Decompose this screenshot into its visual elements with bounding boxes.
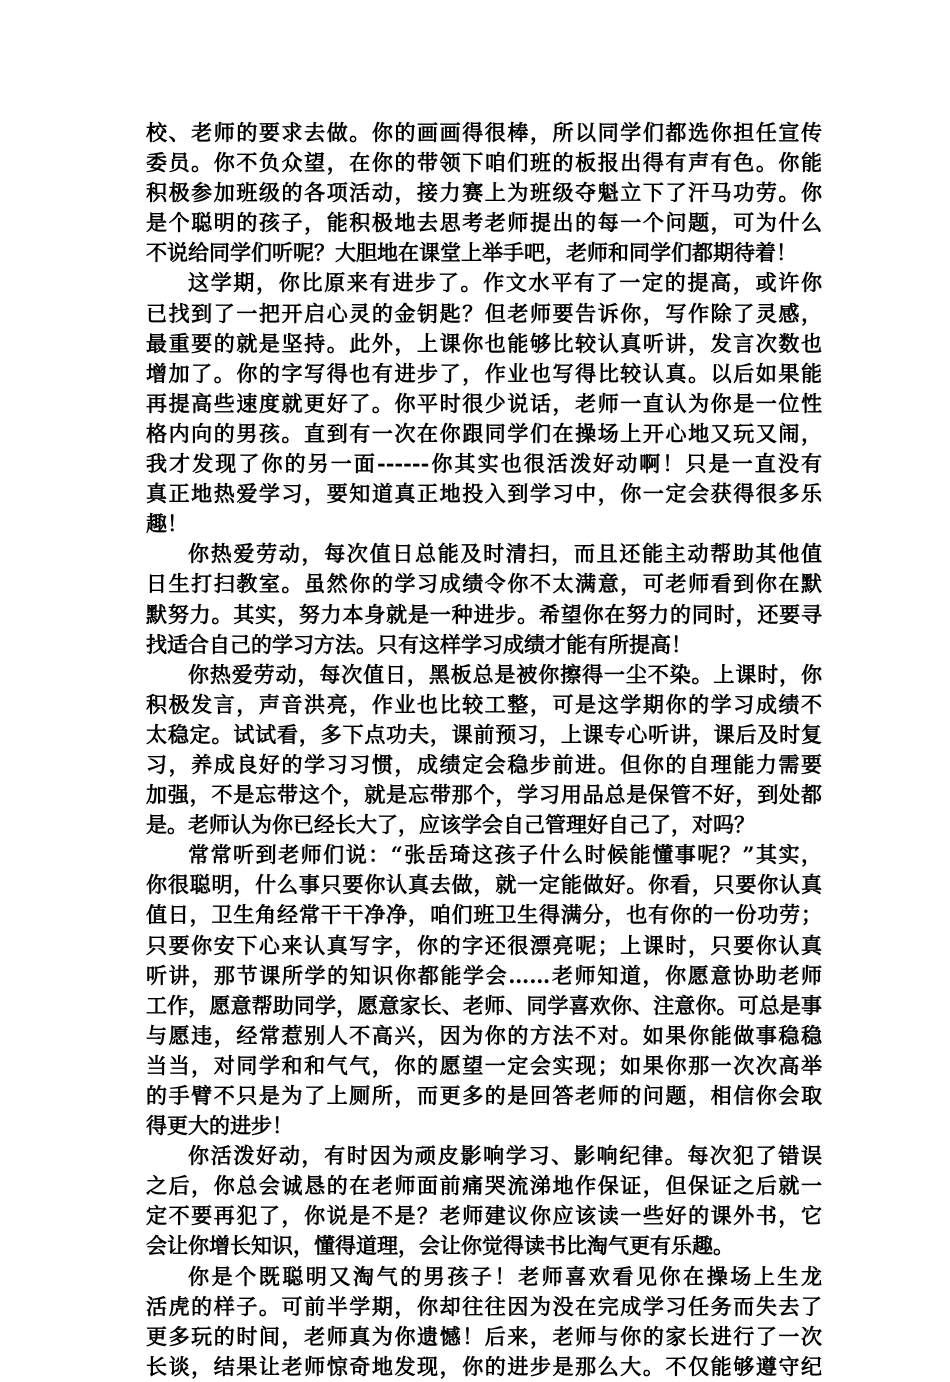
text-line: 听讲，那节课所学的知识你都能学会……老师知道，你愿意协助老师 [146,962,822,988]
text-line: 当当，对同学和和气气，你的愿望一定会实现；如果你那一次次高举 [146,1052,822,1078]
text-line: 会让你增长知识，懂得道理，会让你觉得读书比淘气更有乐趣。 [146,1233,734,1259]
text-line: 找适合自己的学习方法。只有这样学习成绩才能有所提高！ [146,631,692,657]
text-line: 这学期，你比原来有进步了。作文水平有了一定的提高，或许你 [188,270,822,296]
text-line: 的手臂不只是为了上厕所，而更多的是回答老师的问题，相信你会取 [146,1083,822,1108]
text-line: 趣！ [146,511,188,537]
text-line: 格内向的男孩。直到有一次在你跟同学们在操场上开心地又玩又闹， [146,420,822,446]
text-line: 日生打扫教室。虽然你的学习成绩令你不太满意，可老师看到你在默 [146,571,822,597]
text-line: 你很聪明，什么事只要你认真去做，就一定能做好。你看，只要你认真 [146,872,822,898]
paragraph [146,539,822,659]
text-line: 校、老师的要求去做。你的画画得很棒，所以同学们都选你担任宣传 [146,120,822,145]
text-line: 你是个既聪明又淘气的男孩子！老师喜欢看见你在操场上生龙 [188,1263,822,1289]
text-line: 习，养成良好的学习习惯，成绩定会稳步前进。但你的自理能力需要 [146,751,822,777]
paragraph [146,1262,822,1382]
text-line: 你热爱劳动，每次值日总能及时清扫，而且还能主动帮助其他值 [188,541,822,567]
text-line: 积极发言，声音洪亮，作业也比较工整，可是这学期你的学习成绩不 [146,691,822,717]
text-line: 得更大的进步！ [146,1113,293,1139]
text-line: 委员。你不负众望，在你的带领下咱们班的板报出得有声有色。你能 [146,150,822,176]
text-line: 定不要再犯了，你说是不是？老师建议你应该读一些好的课外书，它 [146,1203,822,1229]
text-line: 加强，不是忘带这个，就是忘带那个，学习用品总是保管不好，到处都 [146,782,822,808]
paragraph [146,118,822,268]
text-line: 你活泼好动，有时因为顽皮影响学习、影响纪律。每次犯了错误 [188,1143,822,1169]
text-line: 长谈，结果让老师惊奇地发现，你的进步是那么大。不仅能够遵守纪 [146,1353,822,1379]
document-body [146,118,822,1382]
text-line: 是。老师认为你已经长大了，应该学会自己管理好自己了，对吗？ [146,812,755,838]
text-line: 之后，你总会诚恳的在老师面前痛哭流涕地作保证，但保证之后就一 [146,1173,822,1199]
text-line: 我才发现了你的另一面------你其实也很活泼好动啊！只是一直没有 [146,451,822,477]
text-line: 与愿违，经常惹别人不高兴，因为你的方法不对。如果你能做事稳稳 [146,1022,822,1048]
text-line: 真正地热爱学习，要知道真正地投入到学习中，你一定会获得很多乐 [146,481,822,507]
text-line: 太稳定。试试看，多下点功夫，课前预习，上课专心听讲，课后及时复 [146,721,822,747]
text-line: 已找到了一把开启心灵的金钥匙？但老师要告诉你，写作除了灵感， [146,300,822,326]
text-line: 你热爱劳动，每次值日，黑板总是被你擦得一尘不染。上课时，你 [188,661,822,687]
text-line: 增加了。你的字写得也有进步了，作业也写得比较认真。以后如果能 [146,360,822,386]
text-line: 更多玩的时间，老师真为你遗憾！后来，老师与你的家长进行了一次 [146,1323,822,1349]
paragraph [146,660,822,841]
text-line: 工作，愿意帮助同学，愿意家长、老师、同学喜欢你、注意你。可总是事 [146,992,822,1018]
text-line: 最重要的就是坚持。此外，上课你也能够比较认真听讲，发言次数也 [146,330,822,356]
text-line: 默努力。其实，努力本身就是一种进步。希望你在努力的同时，还要寻 [146,601,822,627]
text-line: 常常听到老师们说：“张岳琦这孩子什么时候能懂事呢？”其实， [188,842,822,868]
text-line: 积极参加班级的各项活动，接力赛上为班级夺魁立下了汗马功劳。你 [146,180,822,206]
text-line: 不说给同学们听呢？大胆地在课堂上举手吧，老师和同学们都期待着！ [146,240,797,266]
text-line: 只要你安下心来认真写字，你的字还很漂亮呢；上课时，只要你认真 [146,932,822,958]
text-line: 值日，卫生角经常干干净净，咱们班卫生得满分，也有你的一份功劳； [146,902,822,928]
paragraph [146,1141,822,1261]
paragraph [146,268,822,539]
text-line: 再提高些速度就更好了。你平时很少说话，老师一直认为你是一位性 [146,390,822,416]
paragraph [146,840,822,1141]
text-line: 活虎的样子。可前半学期，你却往往因为没在完成学习任务而失去了 [146,1293,822,1319]
text-line: 是个聪明的孩子，能积极地去思考老师提出的每一个问题，可为什么 [146,210,822,236]
